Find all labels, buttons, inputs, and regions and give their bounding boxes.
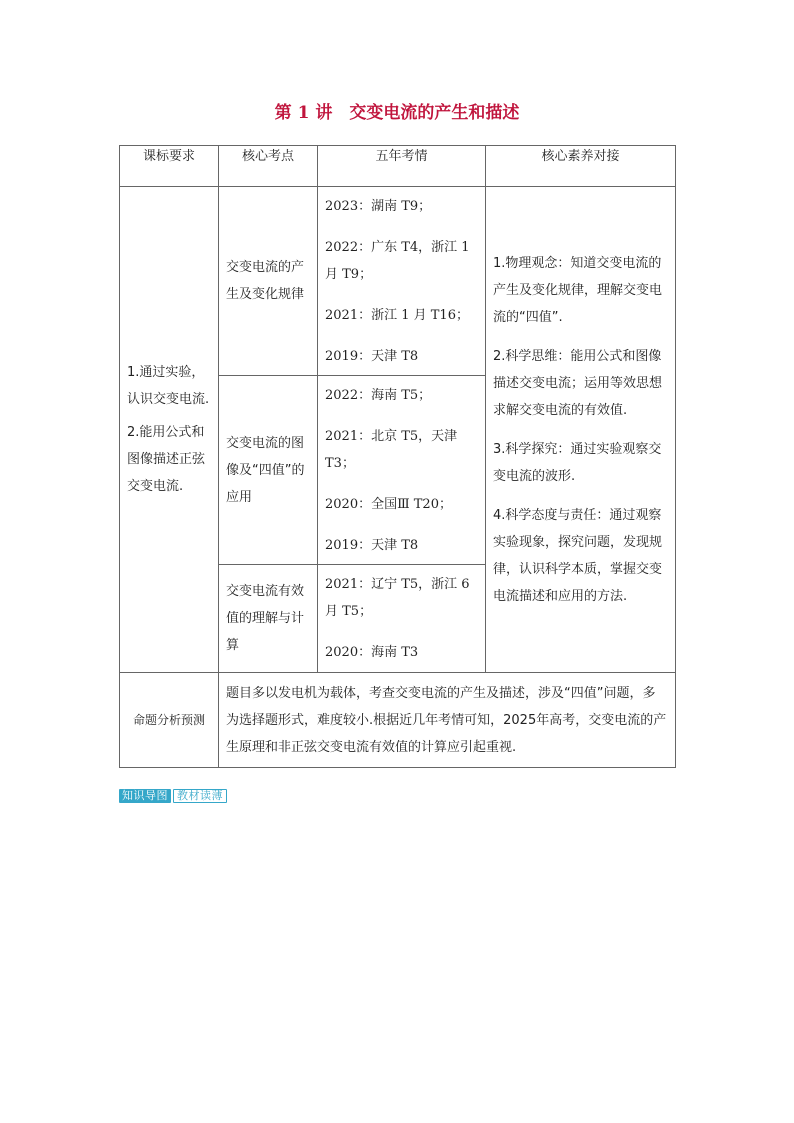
analysis-text: 题目多以发电机为载体，考查交变电流的产生及描述，涉及“四值”问题，多为选择题形式，难度较小.根据近几年考情可知，2025年高考，交变电流的产生原理和非正弦交变电流有效值的计算应引起重视. [219,673,676,768]
table-row [120,187,676,376]
requirement-item: 1.通过实验，认识交变电流. [127,365,210,407]
exam-item: 2019：天津 T8 [325,537,419,553]
exam-item: 2021：辽宁 T5，浙江 6 月 T5； [325,577,470,619]
exam-cell [318,187,486,376]
exam-item: 2021：北京 T5，天津 T3； [325,428,458,471]
header-literacy: 核心素养对接 [486,146,676,187]
topic-cell: 交变电流有效值的理解与计算 [219,565,318,673]
page-title: 第 1 讲 交变电流的产生和描述 [274,103,520,123]
exam-item: 2022：广东 T4，浙江 1 月 T9； [325,239,470,282]
literacy-cell [486,187,676,673]
topic-cell: 交变电流的产生及变化规律 [219,187,318,376]
analysis-row [120,673,676,768]
exam-item: 2019：天津 T8 [325,348,419,364]
exam-cell [318,565,486,673]
syllabus-table [119,145,676,768]
literacy-item: 3.科学探究：通过实验观察交变电流的波形. [493,441,662,484]
literacy-item: 2.科学思维：能用公式和图像描述交变电流；运用等效思想求解交变电流的有效值. [493,348,663,418]
requirement-item: 2.能用公式和图像描述正弦交变电流. [127,425,206,494]
analysis-label: 命题分析预测 [120,673,219,768]
requirements-cell [120,187,219,673]
table-header-row [120,146,676,187]
exam-item: 2020：全国Ⅲ T20； [325,496,452,512]
tag-knowledge-map: 知识导图 [119,789,171,803]
header-requirements: 课标要求 [120,146,219,187]
exam-item: 2023：湖南 T9； [325,198,432,214]
exam-item: 2020：海南 T3 [325,645,419,660]
tag-textbook-reading: 教材读薄 [173,789,227,803]
exam-cell [318,376,486,565]
header-exams: 五年考情 [318,146,486,187]
exam-item: 2022：海南 T5； [325,387,432,403]
topic-cell: 交变电流的图像及“四值”的应用 [219,376,318,565]
literacy-item: 4.科学态度与责任：通过观察实验现象，探究问题，发现规律，认识科学本质，掌握交变电流描述和应用的方法. [493,507,663,604]
literacy-item: 1.物理观念：知道交变电流的产生及变化规律，理解交变电流的“四值”. [493,255,663,325]
section-tags [119,789,227,803]
header-topics: 核心考点 [219,146,318,187]
exam-item: 2021：浙江 1 月 T16； [325,307,469,323]
